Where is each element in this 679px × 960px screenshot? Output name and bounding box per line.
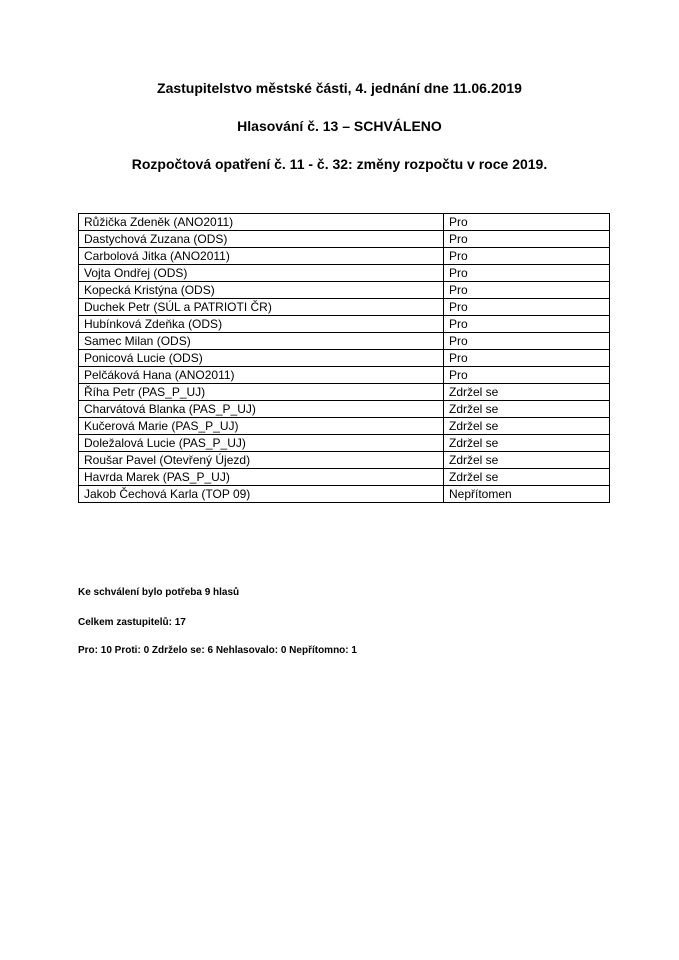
member-name-cell: Carbolová Jitka (ANO2011) [79,248,444,265]
member-name-cell: Kopecká Kristýna (ODS) [79,282,444,299]
table-row [79,282,610,299]
member-name-cell: Charvátová Blanka (PAS_P_UJ) [79,401,444,418]
vote-cell: Zdržel se [444,401,610,418]
vote-cell: Zdržel se [444,452,610,469]
table-row [79,418,610,435]
member-name-cell: Říha Petr (PAS_P_UJ) [79,384,444,401]
vote-cell: Nepřítomen [444,486,610,503]
table-row [79,486,610,503]
vote-cell: Pro [444,214,610,231]
vote-cell: Pro [444,333,610,350]
table-row [79,452,610,469]
vote-cell: Pro [444,299,610,316]
member-name-cell: Růžička Zdeněk (ANO2011) [79,214,444,231]
member-name-cell: Dastychová Zuzana (ODS) [79,231,444,248]
table-row [79,350,610,367]
table-row [79,469,610,486]
vote-subject-title: Rozpočtová opatření č. 11 - č. 32: změny rozpočtu v roce 2019. [131,156,548,172]
member-name-cell: Kučerová Marie (PAS_P_UJ) [79,418,444,435]
table-row [79,367,610,384]
table-row [79,401,610,418]
member-name-cell: Hubínková Zdeňka (ODS) [79,316,444,333]
member-name-cell: Duchek Petr (SÚL a PATRIOTI ČR) [79,299,444,316]
total-members-text: Celkem zastupitelů: 17 [78,617,186,628]
table-row [79,299,610,316]
vote-cell: Pro [444,282,610,299]
table-row [79,214,610,231]
vote-cell: Pro [444,231,610,248]
table-row [79,333,610,350]
vote-cell: Zdržel se [444,469,610,486]
table-row [79,384,610,401]
member-name-cell: Roušar Pavel (Otevřený Újezd) [79,452,444,469]
vote-cell: Zdržel se [444,418,610,435]
required-votes-text: Ke schválení bylo potřeba 9 hlasů [78,587,240,598]
vote-cell: Pro [444,350,610,367]
table-row [79,231,610,248]
member-name-cell: Doležalová Lucie (PAS_P_UJ) [79,435,444,452]
meeting-title: Zastupitelstvo městské části, 4. jednání dne 11.06.2019 [157,80,522,96]
vote-cell: Zdržel se [444,384,610,401]
member-name-cell: Ponicová Lucie (ODS) [79,350,444,367]
vote-cell: Pro [444,265,610,282]
member-name-cell: Havrda Marek (PAS_P_UJ) [79,469,444,486]
member-name-cell: Samec Milan (ODS) [79,333,444,350]
table-row [79,435,610,452]
member-name-cell: Pelčáková Hana (ANO2011) [79,367,444,384]
member-name-cell: Jakob Čechová Karla (TOP 09) [79,486,444,503]
vote-cell: Pro [444,367,610,384]
table-row [79,265,610,282]
vote-cell: Pro [444,316,610,333]
voting-table [78,213,610,503]
table-row [79,316,610,333]
vote-number-result-title: Hlasování č. 13 – SCHVÁLENO [237,118,442,134]
vote-cell: Pro [444,248,610,265]
vote-cell: Zdržel se [444,435,610,452]
vote-tally-text: Pro: 10 Proti: 0 Zdrželo se: 6 Nehlasovalo: 0 Nepřítomno: 1 [78,645,357,656]
member-name-cell: Vojta Ondřej (ODS) [79,265,444,282]
table-row [79,248,610,265]
